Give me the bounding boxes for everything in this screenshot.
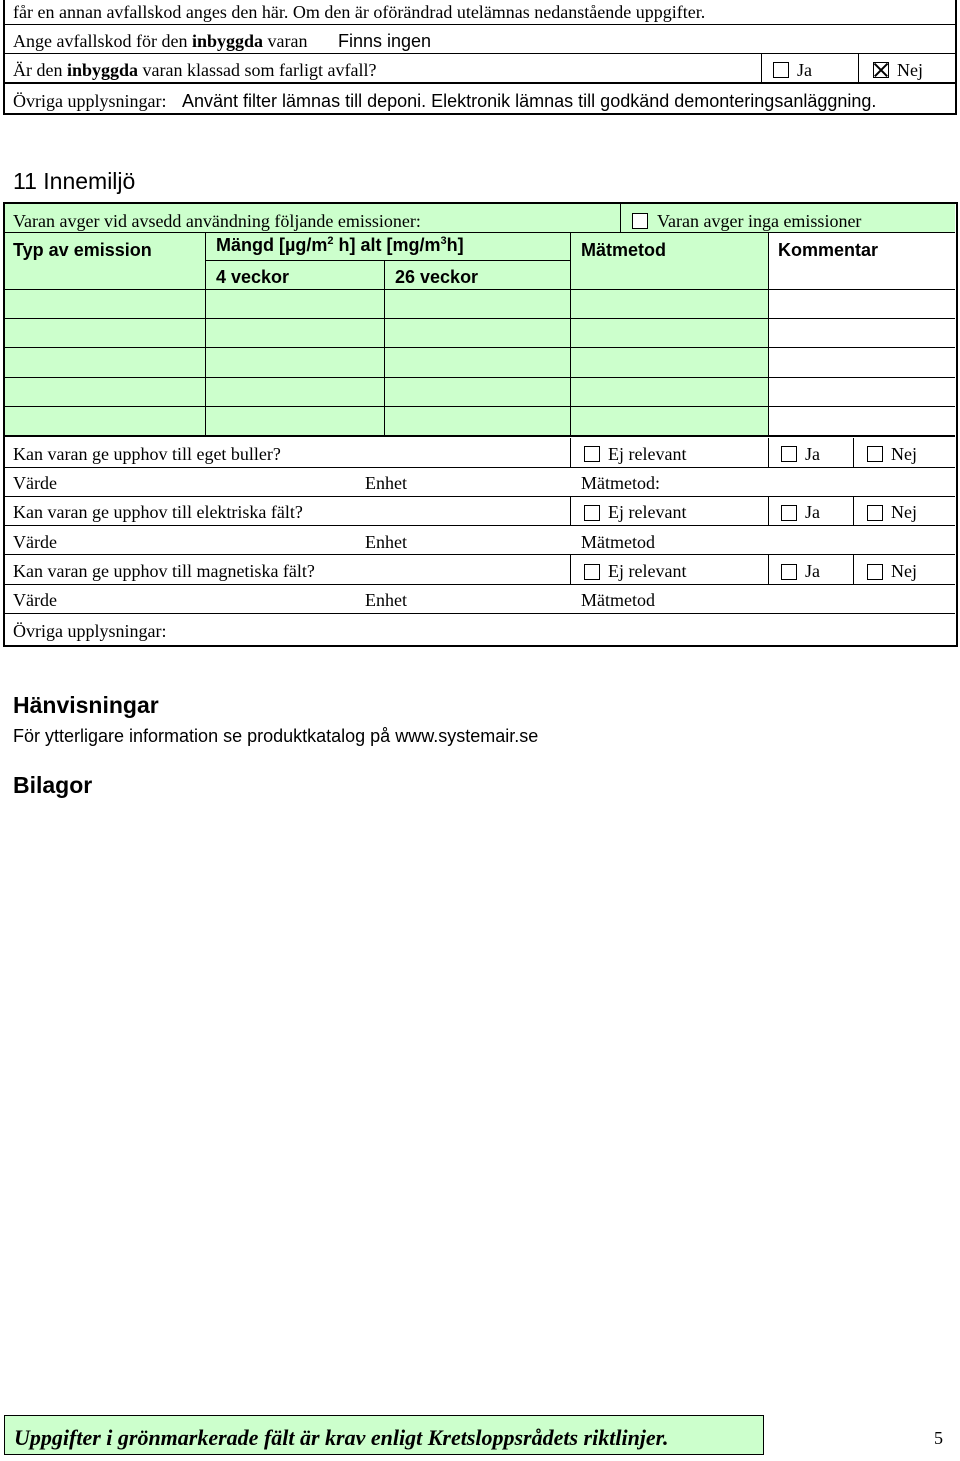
col-method: Mätmetod [581, 240, 666, 260]
hazardous-ja-label: Ja [797, 60, 812, 80]
electric-ja-checkbox[interactable] [781, 505, 797, 521]
hazardous-ja-checkbox[interactable] [773, 62, 789, 78]
hazardous-nej-label: Nej [897, 60, 923, 80]
magnetic-unit-label: Enhet [365, 590, 407, 610]
waste-code-label: Ange avfallskod för den inbyggda varan [13, 31, 308, 51]
electric-method-label: Mätmetod [581, 532, 655, 552]
footer-note: Uppgifter i grönmarkerade fält är krav enligt Kretsloppsrådets riktlinjer. [14, 1425, 669, 1450]
col-amount: Mängd [$\mu g/m^2$ h] alt $[mg/m^3h]$ [216, 235, 464, 255]
magnetic-ja-label: Ja [805, 561, 820, 581]
col-comment: Kommentar [778, 240, 879, 260]
hazardous-question: Är den inbyggda varan klassad som farligt avfall? [13, 60, 377, 80]
magnetic-ej-relevant-label: Ej relevant [608, 561, 687, 581]
magnetic-nej-checkbox[interactable] [867, 564, 883, 580]
noise-ej-relevant-label: Ej relevant [608, 444, 687, 464]
electric-question: Kan varan ge upphov till elektriska fält? [13, 502, 303, 522]
waste-code-value: Finns ingen [338, 31, 432, 51]
footer-note-box [4, 1415, 764, 1455]
electric-nej-label: Nej [891, 502, 917, 522]
no-emissions-checkbox[interactable] [632, 213, 648, 229]
section11-other-info-label: Övriga upplysningar: [13, 621, 167, 641]
col-emission-type: Typ av emission [13, 240, 152, 260]
references-heading: Hänvisningar [13, 692, 159, 718]
references-text: För ytterligare information se produktkatalog på www.systemair.se [13, 726, 539, 746]
other-info-value: Använt filter lämnas till deponi. Elektronik lämnas till godkänd demonteringsanläggning. [182, 91, 877, 111]
electric-ja-label: Ja [805, 502, 820, 522]
magnetic-question: Kan varan ge upphov till magnetiska fält? [13, 561, 315, 581]
page-number: 5 [934, 1428, 943, 1448]
hazardous-nej-checkbox[interactable] [873, 62, 889, 78]
magnetic-ja-checkbox[interactable] [781, 564, 797, 580]
electric-nej-checkbox[interactable] [867, 505, 883, 521]
noise-nej-label: Nej [891, 444, 917, 464]
magnetic-nej-label: Nej [891, 561, 917, 581]
magnetic-ej-relevant-checkbox[interactable] [584, 564, 600, 580]
electric-unit-label: Enhet [365, 532, 407, 552]
col-4-weeks: 4 veckor [216, 267, 290, 287]
other-info-label: Övriga upplysningar: [13, 91, 167, 111]
noise-ej-relevant-checkbox[interactable] [584, 446, 600, 462]
emissions-intro-label: Varan avger vid avsedd användning följande emissioner: [13, 211, 421, 231]
noise-ja-label: Ja [805, 444, 820, 464]
noise-method-label: Mätmetod: [581, 473, 660, 493]
noise-question: Kan varan ge upphov till eget buller? [13, 444, 281, 464]
noise-unit-label: Enhet [365, 473, 407, 493]
electric-ej-relevant-checkbox[interactable] [584, 505, 600, 521]
noise-value-label: Värde [13, 473, 57, 493]
no-emissions-label: Varan avger inga emissioner [657, 211, 862, 231]
waste-info-text: får en annan avfallskod anges den här. Om den är oförändrad utelämnas nedanstående uppgifter. [13, 2, 706, 22]
magnetic-value-label: Värde [13, 590, 57, 610]
attachments-heading: Bilagor [13, 772, 93, 798]
electric-ej-relevant-label: Ej relevant [608, 502, 687, 522]
noise-ja-checkbox[interactable] [781, 446, 797, 462]
col-26-weeks: 26 veckor [395, 267, 479, 287]
magnetic-method-label: Mätmetod [581, 590, 655, 610]
noise-nej-checkbox[interactable] [867, 446, 883, 462]
section-heading: 11 Innemiljö [13, 168, 136, 194]
electric-value-label: Värde [13, 532, 57, 552]
